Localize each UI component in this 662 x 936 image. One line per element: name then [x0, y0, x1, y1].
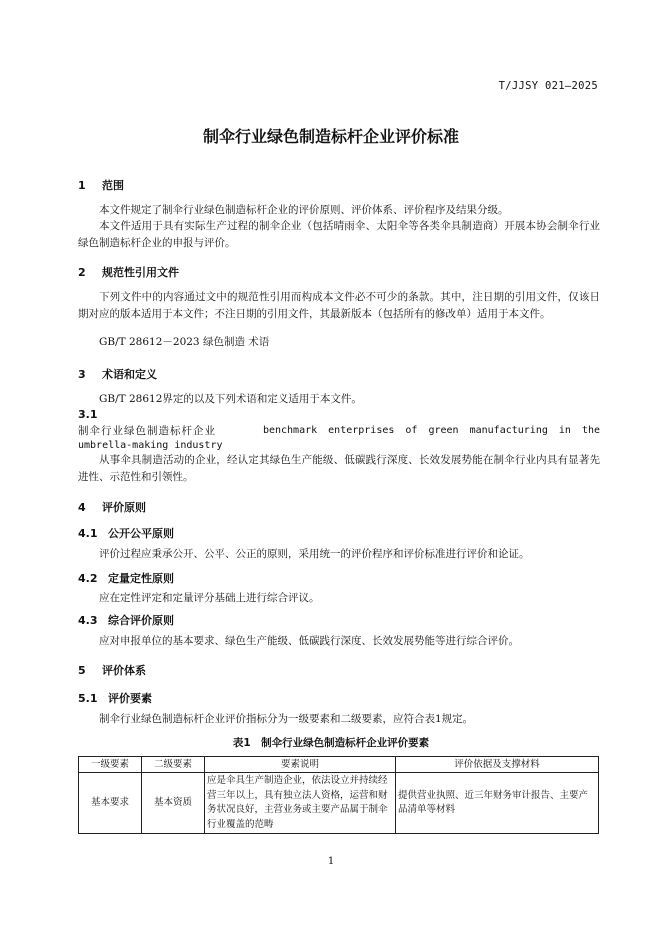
table-cell: 基本要求 — [79, 773, 142, 834]
term-english: benchmark enterprises of green manufacturing in the — [262, 425, 600, 436]
section-title: 公开公平原则 — [108, 527, 174, 540]
section-title: 评价体系 — [102, 664, 146, 677]
section-number: 4.3 — [78, 614, 98, 627]
table-header-cell: 评价依据及支撑材料 — [396, 757, 599, 773]
table-header-cell: 要素说明 — [205, 757, 396, 773]
normative-reference: GB/T 28612－2023 绿色制造 术语 — [99, 336, 270, 348]
document-number: T/JJSY 021—2025 — [498, 80, 598, 92]
evaluation-table — [78, 756, 599, 834]
term-chinese: 制伞行业绿色制造标杆企业 — [78, 425, 216, 437]
section-number: 3 — [78, 368, 86, 381]
section-title: 术语和定义 — [102, 368, 157, 381]
section-4-1-heading — [78, 525, 174, 541]
section-5-1-paragraph: 制伞行业绿色制造标杆企业评价指标分为一级要素和二级要素，应符合表1规定。 — [99, 713, 474, 725]
section-title: 评价要素 — [108, 692, 152, 705]
section-number: 4.1 — [78, 527, 98, 540]
section-number: 4 — [78, 501, 86, 514]
table-header-row — [79, 757, 599, 773]
section-1-heading — [78, 177, 124, 193]
section-4-3-heading — [78, 612, 174, 628]
section-number: 5.1 — [78, 692, 98, 705]
section-number: 4.2 — [78, 572, 98, 585]
section-title: 定量定性原则 — [108, 572, 174, 585]
section-2-paragraph: 下列文件中的内容通过文中的规范性引用而构成本文件必不可少的条款。其中，注日期的引用文件，仅该日期对应的版本适用于本文件；不注日期的引用文件，其最新版本（包括所有的修改单）适用于本文件。 — [78, 291, 600, 320]
section-4-2-heading — [78, 570, 174, 586]
table-cell: 基本资质 — [142, 773, 205, 834]
section-5-heading — [78, 662, 146, 678]
table-header-cell: 一级要素 — [79, 757, 142, 773]
term-number: 3.1 — [78, 408, 98, 421]
term-heading — [78, 423, 600, 439]
table-cell: 应是伞具生产制造企业，依法设立并持续经营三年以上，具有独立法人资格，运营和财务状况良好，主营业务或主要产品属于制伞行业覆盖的范畴 — [205, 773, 396, 834]
term-definition: 从事伞具制造活动的企业，经认定其绿色生产能级、低碳践行深度、长效发展势能在制伞行业内具有显著先进性、示范性和引领性。 — [78, 454, 600, 483]
section-title: 综合评价原则 — [108, 614, 174, 627]
table-row — [79, 773, 599, 834]
section-1-paragraph-1: 本文件规定了制伞行业绿色制造标杆企业的评价原则、评价体系、评价程序及结果分级。 — [99, 204, 509, 216]
page-number: 1 — [327, 856, 335, 867]
section-number: 1 — [78, 179, 86, 192]
table-caption: 表1 制伞行业绿色制造标杆企业评价要素 — [232, 737, 430, 749]
section-number: 2 — [78, 266, 86, 279]
section-1-paragraph-2: 本文件适用于具有实际生产过程的制伞企业（包括晴雨伞、太阳伞等各类伞具制造商）开展本协会制伞行业绿色制造标杆企业的申报与评价。 — [78, 220, 600, 249]
section-title: 评价原则 — [102, 501, 146, 514]
section-4-heading — [78, 499, 146, 515]
section-4-3-paragraph: 应对申报单位的基本要求、绿色生产能级、低碳践行深度、长效发展势能等进行综合评价。 — [99, 635, 519, 647]
section-number: 5 — [78, 664, 86, 677]
section-2-heading — [78, 264, 179, 280]
section-5-1-heading — [78, 690, 152, 706]
section-4-1-paragraph: 评价过程应秉承公开、公平、公正的原则，采用统一的评价程序和评价标准进行评价和论证。 — [99, 548, 530, 560]
table-header-cell: 二级要素 — [142, 757, 205, 773]
section-title: 规范性引用文件 — [102, 266, 179, 279]
section-4-2-paragraph: 应在定性评定和定量评分基础上进行综合评议。 — [99, 592, 320, 604]
table-cell: 提供营业执照、近三年财务审计报告、主要产品清单等材料 — [396, 773, 599, 834]
section-3-heading — [78, 366, 157, 382]
term-english-cont: umbrella-making industry — [78, 440, 223, 451]
section-3-paragraph: GB/T 28612界定的以及下列术语和定义适用于本文件。 — [99, 393, 362, 405]
section-title: 范围 — [102, 179, 124, 192]
document-title: 制伞行业绿色制造标杆企业评价标准 — [202, 127, 459, 146]
